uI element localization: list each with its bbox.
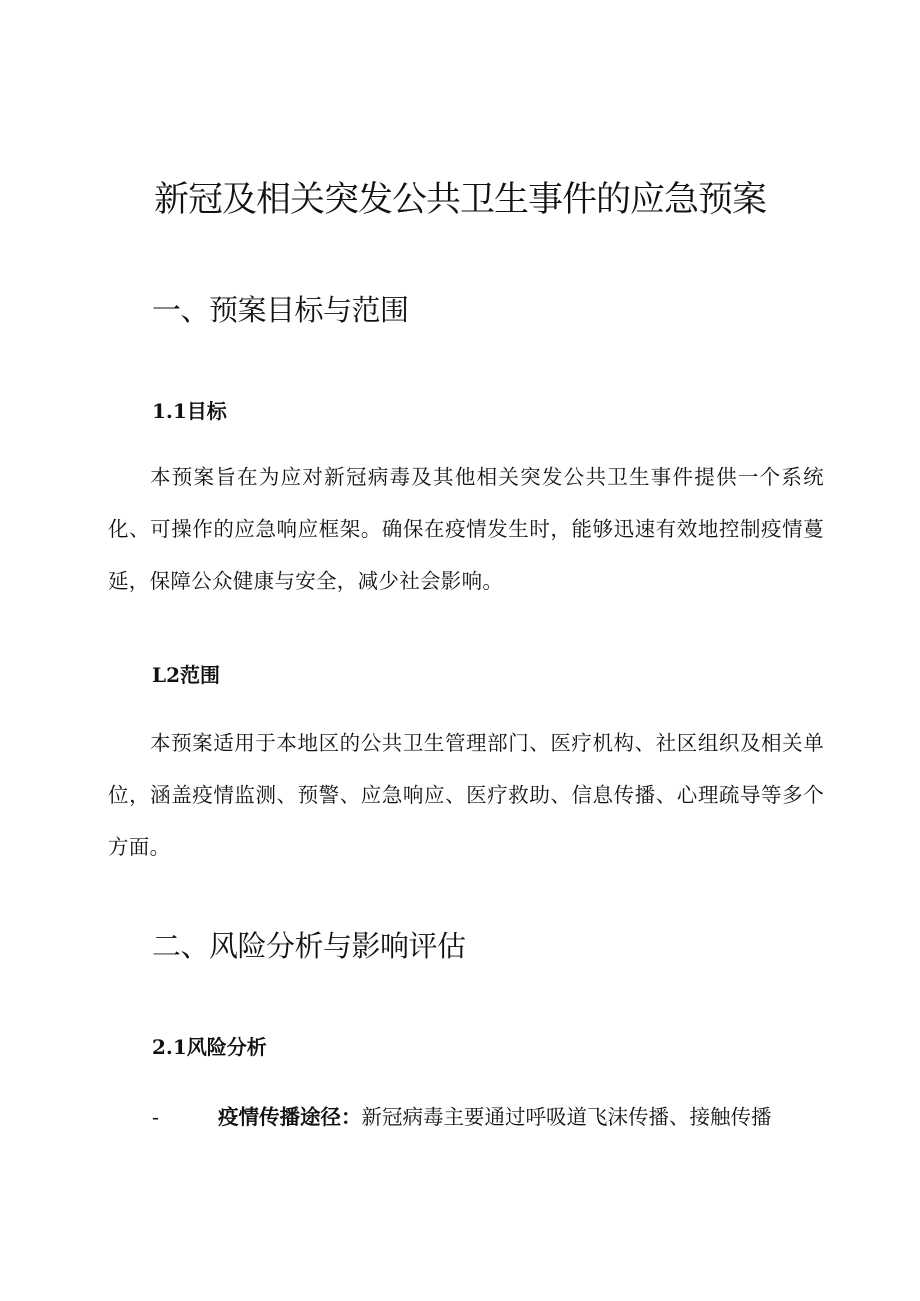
bullet-item [152, 1097, 832, 1137]
subsection-heading-2-1: 2.1风险分析 [152, 1035, 267, 1059]
subsection-heading-1-1: 1.1目标 [152, 399, 227, 423]
section-heading-2: 二、风险分析与影响评估 [152, 929, 466, 963]
paragraph-scope: 本预案适用于本地区的公共卫生管理部门、医疗机构、社区组织及相关单位，涵盖疫情监测、预警、应急响应、医疗救助、信息传播、心理疏导等多个方面。 [108, 731, 824, 859]
bullet-description: 新冠病毒主要通过呼吸道飞沫传播、接触传播 [361, 1105, 772, 1129]
paragraph-goal: 本预案旨在为应对新冠病毒及其他相关突发公共卫生事件提供一个系统化、可操作的应急响应框架。确保在疫情发生时，能够迅速有效地控制疫情蔓延，保障公众健康与安全，减少社会影响。 [108, 465, 824, 593]
document-title: 新冠及相关突发公共卫生事件的应急预案 [153, 180, 766, 220]
bullet-dash: - [152, 1105, 159, 1129]
section-heading-1: 一、预案目标与范围 [152, 293, 409, 327]
bullet-term: 疫情传播途径： [218, 1105, 362, 1129]
subsection-heading-1-2: L2范围 [152, 663, 220, 687]
bullet-content [218, 1097, 772, 1137]
